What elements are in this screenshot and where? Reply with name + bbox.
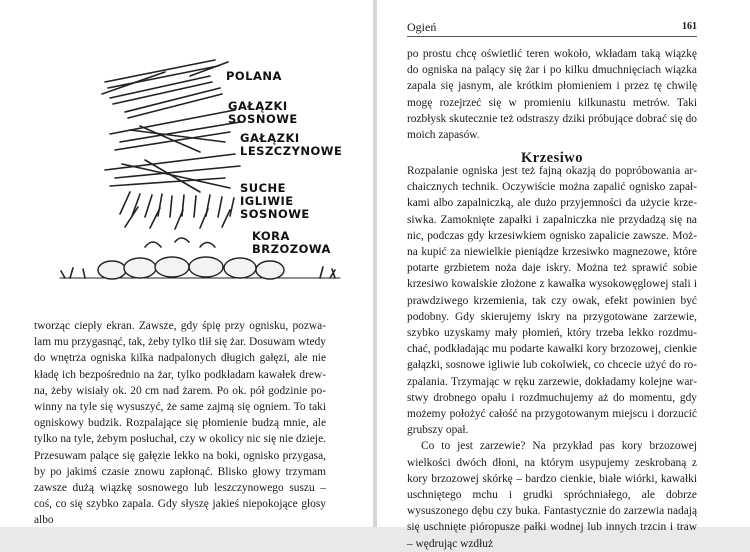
section-text bbox=[407, 163, 697, 552]
left-page bbox=[0, 0, 373, 527]
label-suche-igliwie-sosnowe: SUCHE IGLIWIE SOSNOWE bbox=[240, 181, 310, 221]
label-galazki-sosnowe: GAŁĄZKI SOSNOWE bbox=[228, 99, 298, 126]
label-polana: POLANA bbox=[226, 69, 282, 83]
running-head-title: Ogień bbox=[407, 20, 437, 34]
paragraph: Rozpalanie ogniska jest też fajną okazją do popróbowania archaicznych technik. Oczywiście można zapalić ognisko zapałkami albo zapalniczką, ale dużo przyjemności da użycie krzesiwka. Zamoknięte zapałki i zapalniczka nie przydadzą się na nic, podczas gdy krzesiwkiem ognisko zapalicie zawsze. Można kupić za niewielkie pieniądze krzesiwko magnezowe, które potarte grzbietem noża daje iskry. Można też sprawić sobie krzesiwo kowalskie złożone z kawałka wysokowęglowej stali i prawdziwego krzemienia, tak czy owak, efekt powinien być podobny. Gdy skierujemy iskry na przygotowane zarzewie, szybko uzyskamy mały płomień, który trzeba lekko rozdmuchać, podkładając mu podarte kawałki kory brzozowej, cienkie gałązki, sosnowe igliwie lub cokolwiek, co chcecie użyć do rozpalania. Trzymając w ręku zarzewie, dokładamy kolejne warstwy drobnego opału i rozdmuchujemy aż do momentu, gdy możemy położyć całość na przygotowanym miejscu i dorzucić grubszy opał. bbox=[407, 165, 697, 437]
paragraph: Co to jest zarzewie? Na przykład pas kory brzozowej wielkości dwóch dłoni, na którym usypujemy zeskrobaną z kory brzozowej skórkę – bardzo cienkie, białe wiórki, kawałki uschniętego mchu i grudki spróchniałego, ale dobrze wysuszonego dębu czy buka. Fantastycznie do zarzewia nadają się uschnięte pióropusze pałki wodnej lub innych trzcin i traw – wędrując wzdłuż bbox=[407, 440, 697, 550]
paragraph: po prostu chcę oświetlić teren wokoło, wkładam taką wiązkę do ogniska na palący się żar i po kilku dmuchnięciach wiązka zapala się jasnym, ale krótkim płomieniem i przez tę chwilę mogę rozejrzeć się w promieniu kilkunastu metrów. Taki rozbłysk skutecznie też odstraszy dziki próbujące dobrać się do moich zapasów. bbox=[407, 48, 697, 142]
section-title: Krzesiwo bbox=[521, 150, 583, 166]
campfire-layers-illustration bbox=[50, 42, 350, 304]
top-text bbox=[407, 46, 697, 143]
page-number: 161 bbox=[682, 21, 697, 32]
paragraph: tworząc ciepły ekran. Zawsze, gdy śpię przy ognisku, pozwalam mu przygasnąć, tak, żeby tylko tlił się żar. Dosuwam wtedy do wnętrza ogniska kilka nadpalonych długich gałęzi, ale nie kładę ich bezpośrednio na żar, tylko podkładam kawałek drewna, żeby wisiały ok. 20 cm nad żarem. Po ok. pół godzinie powinny na tyle się wysuszyć, że same zajmą się ogniem. To taki ogniskowy budzik. Rozpalające się płomienie budzą mnie, ale tylko na tyle, żebym posłuchał, czy w okolicy nic się nie dzieje. Przesuwam palące się gałęzie lekko na boki, ognisko przygasa, by po jakimś czasie znowu zapłonąć. Blisko głowy trzymam zawsze dużą wiązkę sosnowego lub leszczynowego suszu – coś, co się szybko zapala. Gdy słyszę jakieś niepokojące głosy albo bbox=[34, 320, 326, 527]
running-head bbox=[407, 20, 697, 37]
label-galazki-leszczynowe: GAŁĄZKI LESZCZYNOWE bbox=[240, 131, 343, 158]
campfire-drawing bbox=[50, 42, 350, 304]
right-page bbox=[377, 0, 750, 550]
left-page-text bbox=[34, 318, 326, 529]
label-kora-brzozowa: KORA BRZOZOWA bbox=[252, 229, 331, 256]
